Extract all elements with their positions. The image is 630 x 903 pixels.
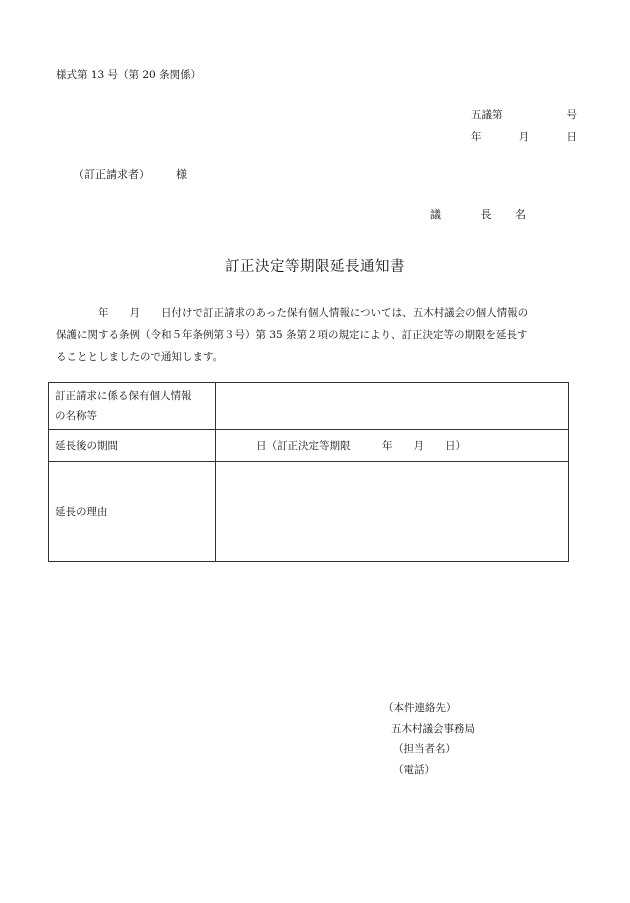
sender-char-3: 名 <box>515 208 526 221</box>
document-number-prefix: 五議第 <box>471 109 503 121</box>
sender <box>430 206 526 222</box>
extended-period-label: 延長後の期間 <box>49 430 216 462</box>
extension-reason-value <box>216 462 569 562</box>
table-row <box>49 462 569 562</box>
body-line-1: 年 月 日付けで訂正請求のあった保有個人情報については、五木村議会の個人情報の <box>56 307 529 319</box>
info-name-label-line-2: の名称等 <box>55 410 97 422</box>
sender-char-2: 長 <box>480 208 492 221</box>
extended-period-value: 日（訂正決定等期限 年 月 日） <box>216 430 569 462</box>
document-date-row <box>471 129 577 151</box>
body-line-2: 保護に関する条例（令和５年条例第３号）第 35 条第２項の規定により、訂正決定等の期限を延長す <box>56 329 528 341</box>
contact-person: （担当者名） <box>393 743 456 755</box>
date-day: 日 <box>566 131 577 143</box>
sender-char-1: 議 <box>430 208 441 221</box>
body-line-3: ることとしましたので通知します。 <box>56 351 224 363</box>
document-number-row <box>471 107 577 129</box>
form-reference: 様式第 13 号（第 20 条関係） <box>56 69 202 81</box>
table-row <box>49 430 569 462</box>
info-name-value <box>216 383 569 430</box>
document-number-suffix: 号 <box>566 109 577 121</box>
addressee-honorific: 様 <box>176 168 187 181</box>
date-year: 年 <box>471 131 482 143</box>
addressee <box>73 166 187 182</box>
info-name-label <box>49 383 216 430</box>
date-month: 月 <box>518 131 530 143</box>
document-number-block <box>471 107 577 151</box>
addressee-name: （訂正請求者） <box>73 168 150 181</box>
contact-heading: （本件連絡先） <box>383 702 457 714</box>
body-paragraph <box>56 302 578 368</box>
contact-block <box>383 698 475 780</box>
contact-office: 五木村議会事務局 <box>391 722 475 735</box>
info-table <box>48 382 569 562</box>
extension-reason-label: 延長の理由 <box>49 462 216 562</box>
table-row <box>49 383 569 430</box>
info-name-label-line-1: 訂正請求に係る保有個人情報 <box>55 390 192 402</box>
contact-phone: （電話） <box>393 763 435 776</box>
document-title: 訂正決定等期限延長通知書 <box>225 259 405 275</box>
